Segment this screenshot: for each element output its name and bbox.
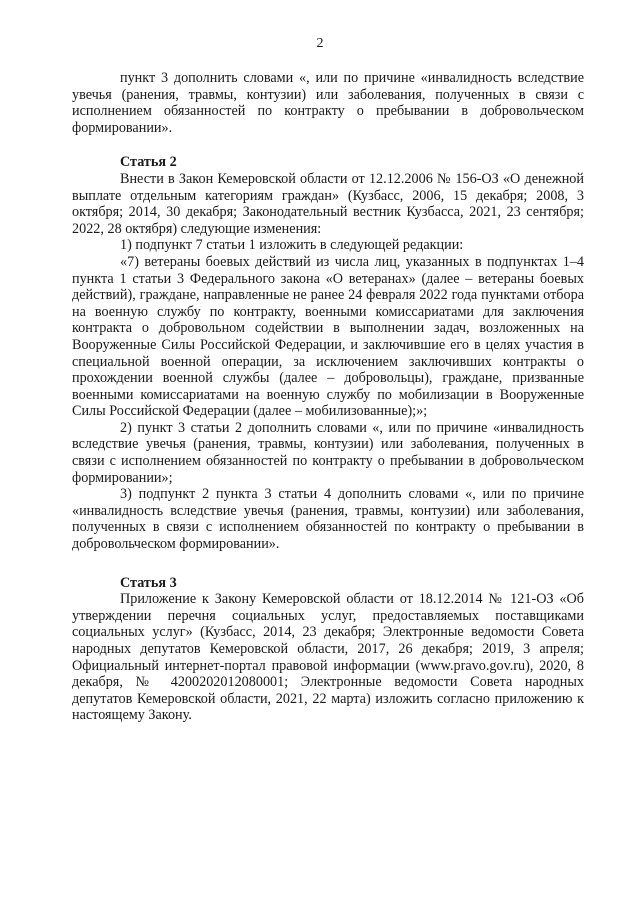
intro-paragraph: пункт 3 дополнить словами «, или по причине «инвалидность вследствие увечья (ранения, травмы, контузии) или заболевания, полученных в связи с исполнением обязанностей по контракту о пребывании в добровольческом формировании».	[72, 70, 584, 136]
article-2-paragraph-3: «7) ветераны боевых действий из числа лиц, указанных в подпунктах 1–4 пункта 1 статьи 3 Федерального закона «О ветеранах» (далее – ветераны боевых действий), граждане, направленные не ранее 24 февраля 2022 года пунктами отбора на военную службу по контракту, военными комиссариатами для заключения контракта о добровольном содействии в выполнении задач, возложенных на Вооруженные Силы Российской Федерации, и заключившие его в целях участия в специальной военной операции, за исключением заключивших контракты о прохождении военной службы (далее – добровольцы), граждане, призванные военными комиссариатами на военную службу по мобилизации в Вооруженные Силы Российской Федерации (далее – мобилизованные);»;	[72, 253, 584, 420]
article-3-heading: Статья 3	[120, 574, 177, 591]
spacer	[72, 553, 584, 575]
document-body	[72, 70, 584, 724]
article-2-paragraph-1: Внести в Закон Кемеровской области от 12.12.2006 № 156-ОЗ «О денежной выплате отдельным категориям граждан» (Кузбасс, 2006, 15 декабря; 2008, 3 октября; 2014, 30 декабря; Законодательный вестник Кузбасса, 2021, 23 сентября; 2022, 28 октября) следующие изменения:	[72, 170, 584, 237]
article-3-paragraph-1: Приложение к Закону Кемеровской области от 18.12.2014 № 121-ОЗ «Об утверждении перечня социальных услуг, предоставляемых поставщиками социальных услуг» (Кузбасс, 2014, 23 декабря; Электронные ведомости Совета народных депутатов Кемеровской области, 2017, 26 декабря; 2019, 3 апреля; Официальный интернет-портал правовой информации (www.pravo.gov.ru), 2020, 8 декабря, № 4200202012080001; Электронные ведомости Совета народных депутатов Кемеровской области, 2021, 22 марта) изложить согласно приложению к настоящему Закону.	[72, 591, 584, 724]
article-2-paragraph-5: 3) подпункт 2 пункта 3 статьи 4 дополнить словами «, или по причине «инвалидность вследствие увечья (ранения, травмы, контузии) или заболевания, полученных в связи с исполнением обязанностей по контракту о пребывании в добровольческом формировании».	[72, 486, 584, 553]
page-number: 2	[316, 36, 324, 51]
article-2-heading: Статья 2	[120, 154, 177, 171]
article-2-paragraph-4: 2) пункт 3 статьи 2 дополнить словами «, или по причине «инвалидность вследствие увечья (ранения, травмы, контузии) или заболевания, полученных в связи с исполнением обязанностей по контракту о пребывании в добровольческом формировании»;	[72, 419, 584, 486]
article-2-paragraph-2: 1) подпункт 7 статьи 1 изложить в следующей редакции:	[120, 237, 464, 254]
spacer	[72, 136, 584, 154]
